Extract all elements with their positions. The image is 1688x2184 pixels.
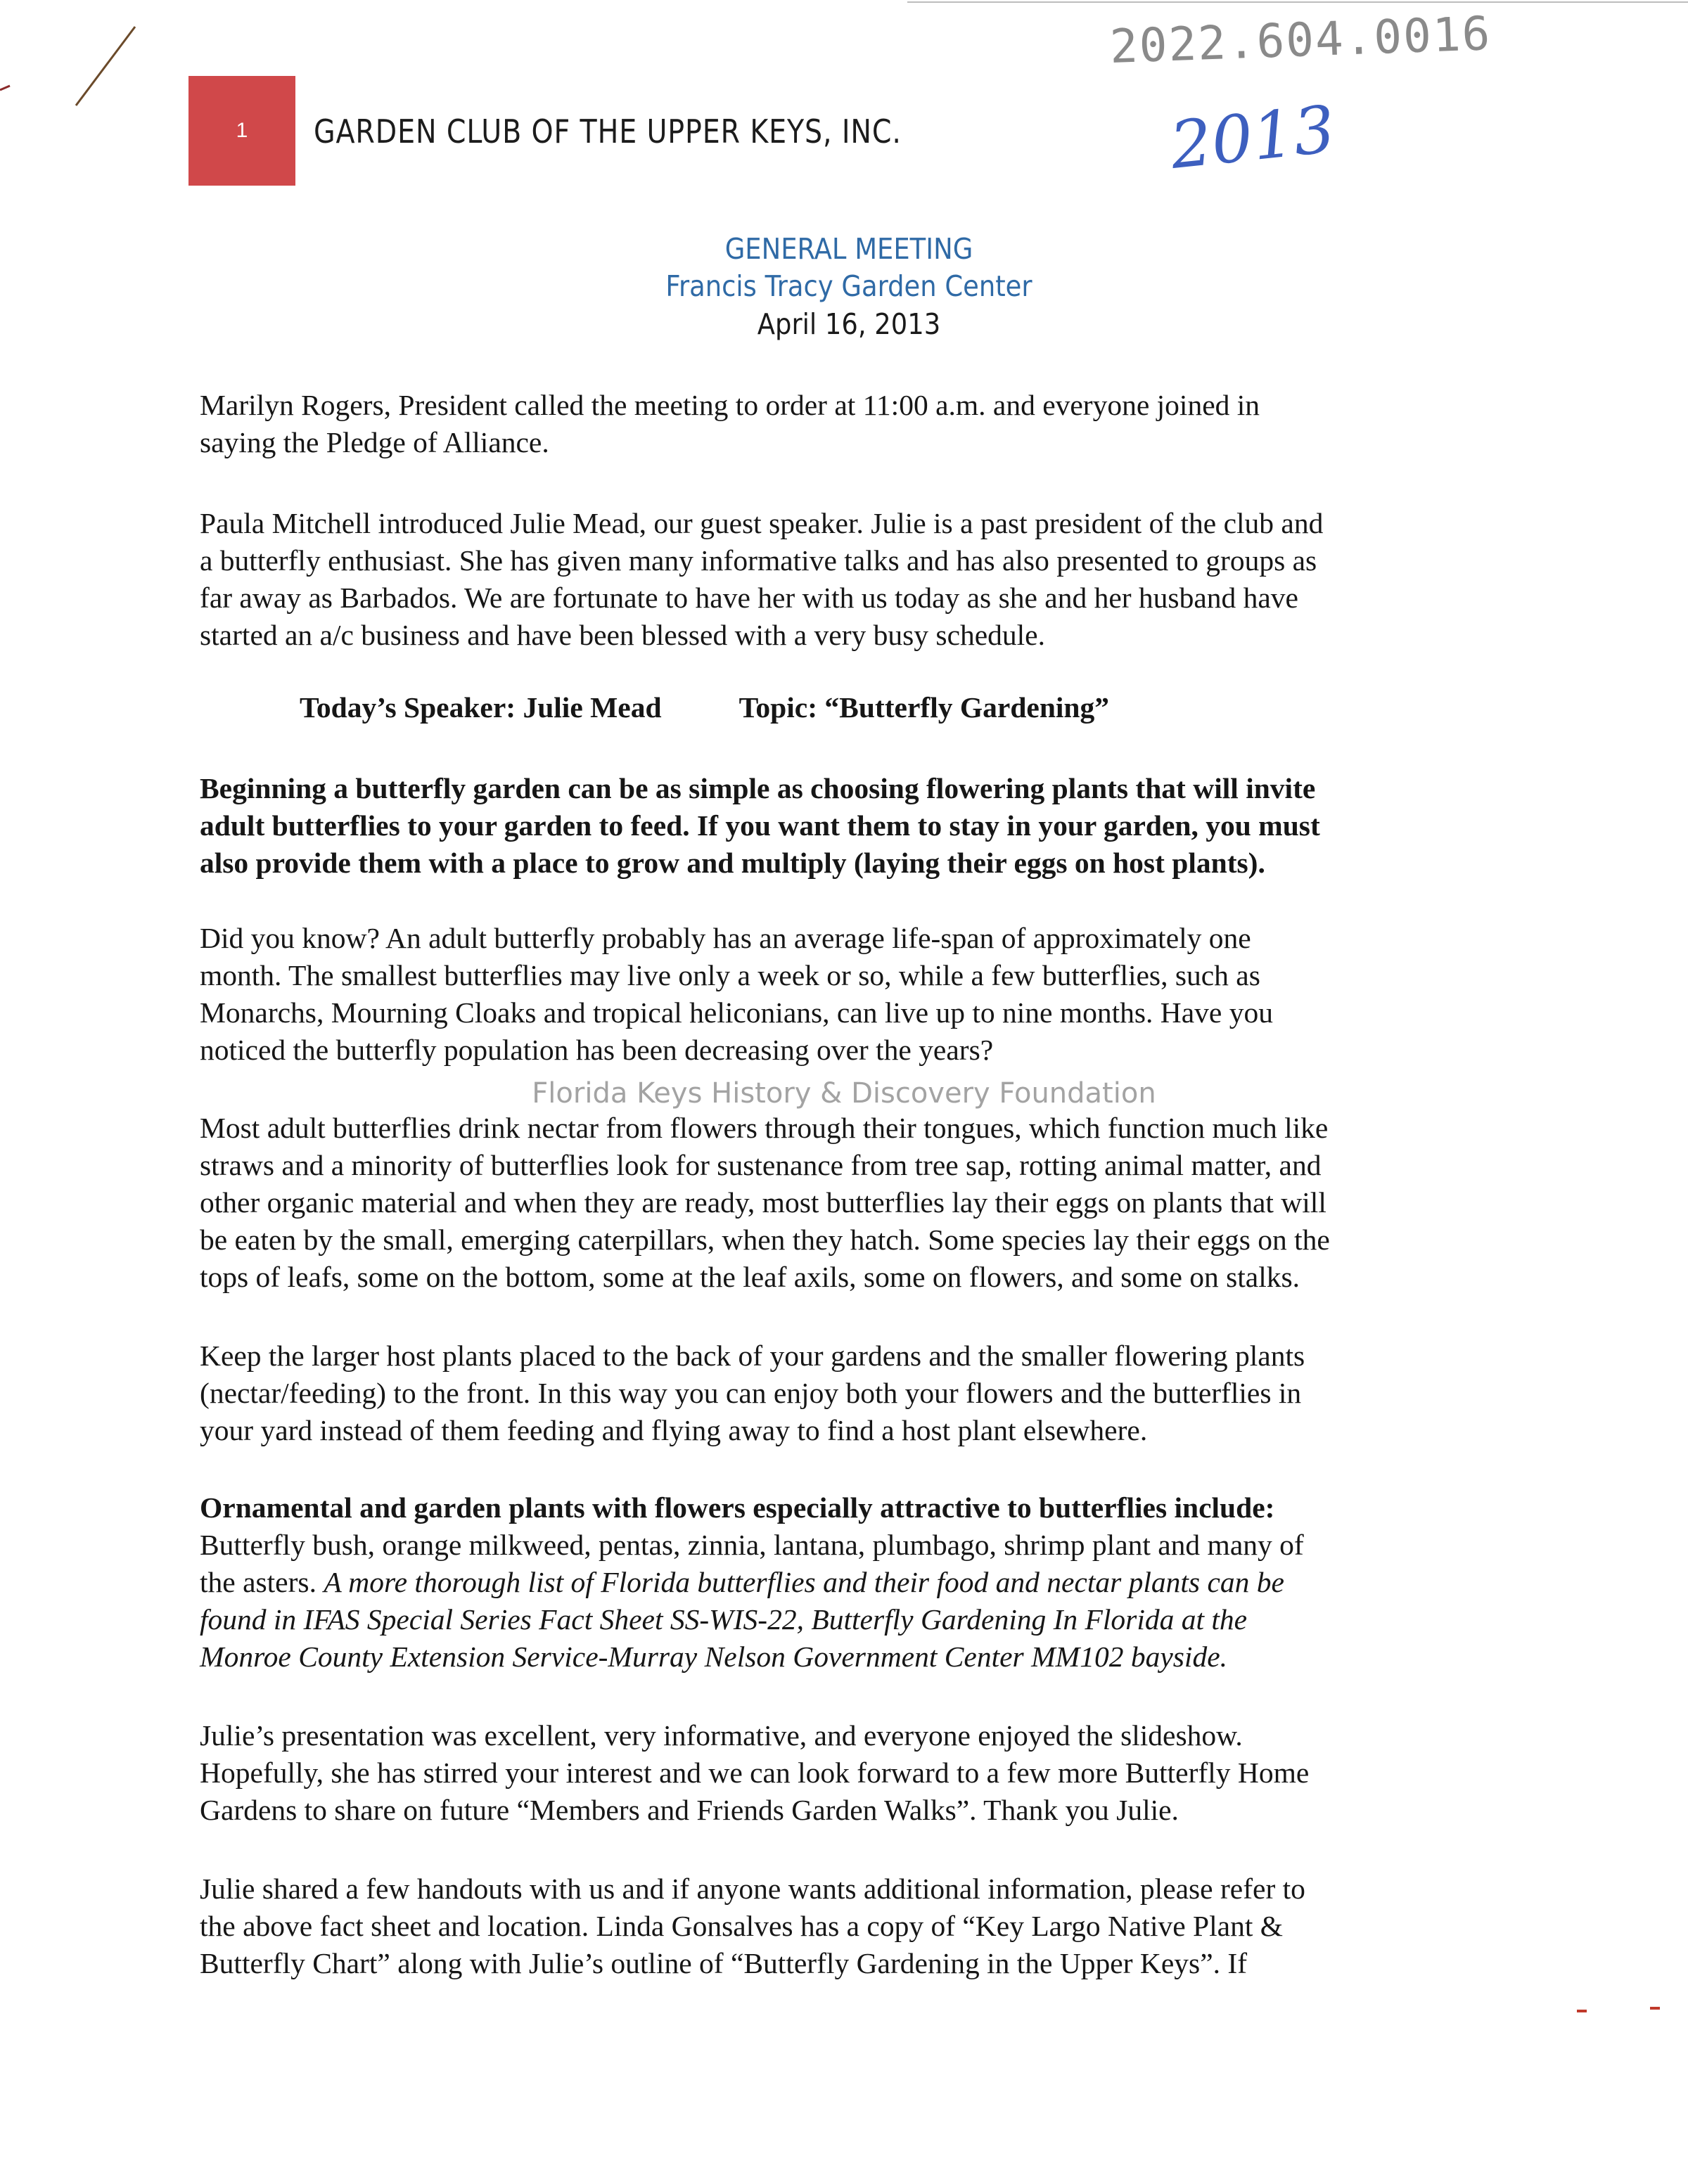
accession-number: 2022.604.0016 [1108, 6, 1492, 74]
text-line: Butterfly bush, orange milkweed, pentas, zinnia, lantana, plumbago, shrimp plant and many of [200, 1529, 1304, 1561]
text-line: Marilyn Rogers, President called the meeting to order at 11:00 a.m. and everyone joined in [200, 389, 1260, 421]
speaker-topic: Topic: “Butterfly Gardening” [738, 691, 1110, 724]
text-line: Keep the larger host plants placed to the back of your gardens and the smaller flowering plants [200, 1340, 1305, 1372]
text-line: Butterfly Chart” along with Julie’s outline of “Butterfly Gardening in the Upper Keys”. If [200, 1947, 1248, 1979]
text-fragment-italic: A more thorough list of Florida butterflies and their food and nectar plants can be [324, 1566, 1284, 1598]
plants-lead: Ornamental and garden plants with flowers especially attractive to butterflies include: [200, 1491, 1275, 1524]
presentation-paragraph [200, 1717, 1501, 1829]
opening-paragraph [200, 387, 1501, 461]
bold-intro-paragraph [200, 770, 1501, 882]
text-line: Paula Mitchell introduced Julie Mead, our guest speaker. Julie is a past president of the club and [200, 507, 1324, 539]
text-line [200, 1564, 1501, 1601]
text-line: Did you know? An adult butterfly probably has an average life-span of approximately one [200, 922, 1251, 954]
text-line: Most adult butterflies drink nectar from flowers through their tongues, which function much like [200, 1112, 1329, 1144]
text-line: Beginning a butterfly garden can be as simple as choosing flowering plants that will invite [200, 772, 1316, 804]
text-line: saying the Pledge of Alliance. [200, 426, 549, 458]
meeting-location: Francis Tracy Garden Center [665, 269, 1032, 303]
text-line: straws and a minority of butterflies look for sustenance from tree sap, rotting animal matter, and [200, 1149, 1322, 1181]
handouts-paragraph [200, 1870, 1501, 1982]
watermark: Florida Keys History & Discovery Foundation [532, 1077, 1156, 1110]
text-line: Julie’s presentation was excellent, very informative, and everyone enjoyed the slideshow. [200, 1719, 1243, 1752]
text-line: Monroe County Extension Service-Murray Nelson Government Center MM102 bayside. [200, 1640, 1227, 1673]
text-line: other organic material and when they are ready, most butterflies lay their eggs on plants that will [200, 1186, 1326, 1219]
pen-mark-icon [0, 0, 169, 141]
text-line: your yard instead of them feeding and flying away to find a host plant elsewhere. [200, 1414, 1148, 1446]
text-line: the above fact sheet and location. Linda Gonsalves has a copy of “Key Largo Native Plant & [200, 1910, 1283, 1942]
speaker-line [300, 689, 1601, 726]
placement-paragraph [200, 1337, 1501, 1449]
text-line: also provide them with a place to grow and multiply (laying their eggs on host plants). [200, 847, 1265, 879]
text-line: started an a/c business and have been blessed with a very busy schedule. [200, 619, 1045, 651]
text-fragment: the asters. [200, 1566, 324, 1598]
nectar-paragraph [200, 1110, 1501, 1296]
plants-paragraph [200, 1489, 1501, 1676]
did-you-know-paragraph [200, 920, 1501, 1069]
meeting-type: GENERAL MEETING [724, 232, 973, 266]
text-line: adult butterflies to your garden to feed. If you want them to stay in your garden, you must [200, 809, 1320, 842]
text-line: Julie shared a few handouts with us and if anyone wants additional information, please refer to [200, 1873, 1305, 1905]
text-line: (nectar/feeding) to the front. In this way you can enjoy both your flowers and the butterflies in [200, 1377, 1302, 1409]
text-line: Hopefully, she has stirred your interest and we can look forward to a few more Butterfly Home [200, 1756, 1310, 1789]
organization-name: GARDEN CLUB OF THE UPPER KEYS, INC. [314, 113, 902, 150]
text-line: Gardens to share on future “Members and Friends Garden Walks”. Thank you Julie. [200, 1794, 1179, 1826]
text-line: be eaten by the small, emerging caterpillars, when they hatch. Some species lay their eggs on the [200, 1223, 1330, 1256]
text-line: Monarchs, Mourning Cloaks and tropical heliconians, can live up to nine months. Have you [200, 996, 1273, 1029]
handwritten-year: 2013 [1167, 91, 1339, 184]
text-line: tops of leafs, some on the bottom, some at the leaf axils, some on flowers, and some on stalks. [200, 1261, 1300, 1293]
stray-mark [1577, 2010, 1587, 2012]
meeting-date: April 16, 2013 [757, 307, 941, 341]
top-edge-rule [907, 1, 1688, 3]
speaker-name: Today’s Speaker: Julie Mead [300, 691, 662, 724]
text-line: month. The smallest butterflies may live only a week or so, while a few butterflies, such as [200, 959, 1260, 991]
stray-mark [1650, 2007, 1660, 2010]
page-number-badge: 1 [188, 76, 295, 186]
introduction-paragraph [200, 505, 1501, 654]
text-line: a butterfly enthusiast. She has given many informative talks and has also presented to groups as [200, 544, 1317, 577]
text-line: far away as Barbados. We are fortunate to have her with us today as she and her husband have [200, 582, 1298, 614]
text-line: noticed the butterfly population has been decreasing over the years? [200, 1034, 994, 1066]
text-line: found in IFAS Special Series Fact Sheet SS-WIS-22, Butterfly Gardening In Florida at the [200, 1603, 1248, 1636]
